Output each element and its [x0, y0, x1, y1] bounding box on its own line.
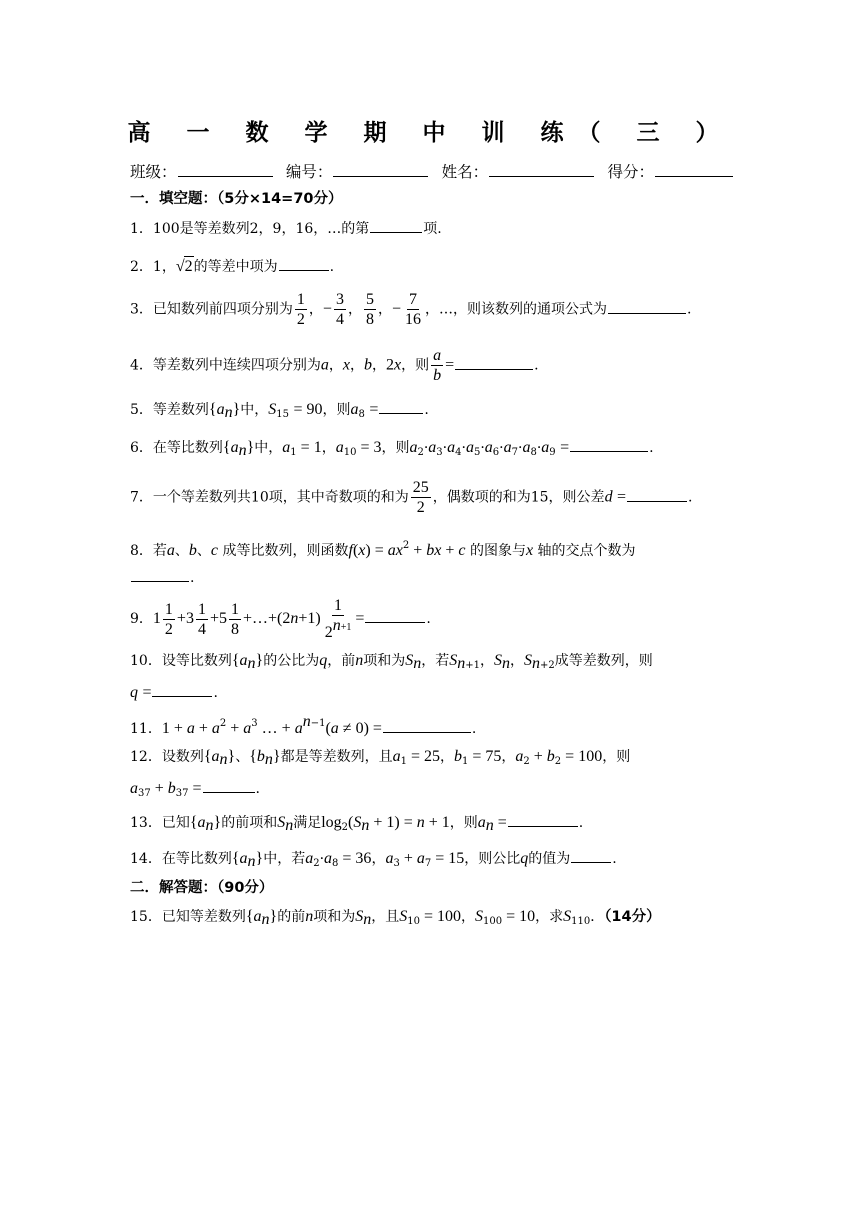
question-14: 14．在等比数列$\{a_n\}$中，若$a_2\cdot a_8 = 36$，$a_3 + a_7 = 15$，则公比q的值为 . — [130, 850, 617, 870]
question-11: 11．$1 + a + a^2 + a^3$ … + $a^{n-1}(a \ne 0)$ = . — [130, 713, 477, 737]
page-title: 高 一 数 学 期 中 训 练（ 三 ） — [127, 120, 733, 146]
answer-blank[interactable] — [370, 219, 422, 233]
question-4: 4．等差数列中连续四项分别为a，x，b，2x，则 $\frac{a}{b}$ = . — [130, 347, 539, 384]
question-10: 10．设等比数列$\{a_n\}$的公比为q，前n项和为$S_n$，若$S_{n+1}$，$S_n$，$S_{n+2}$成等差数列，则 q = . — [130, 652, 653, 701]
score-field[interactable]: 得分： — [607, 160, 734, 182]
answer-blank[interactable] — [455, 356, 533, 370]
answer-blank[interactable] — [131, 568, 189, 582]
question-6: 6．在等比数列$\{a_n\}$中，$a_1 = 1$，$a_{10} = 3$，则$a_2\cdot a_3\cdot a_4\cdot a_5\cdot a_6\cdot a_7\cdot a_8\cdot a_9$ = . — [130, 439, 654, 459]
answer-blank[interactable] — [203, 779, 255, 793]
question-2: 2．1，√2的等差中项为 . — [130, 258, 335, 275]
question-15: 15．已知等差数列$\{a_n\}$的前n项和为$S_n$，且$S_{10} = 100$，$S_{100} = 10$，求$S_{110}$．（14分） — [130, 908, 661, 928]
answer-blank[interactable] — [570, 438, 648, 452]
answer-blank[interactable] — [608, 300, 686, 314]
answer-blank[interactable] — [627, 488, 687, 502]
question-8: 8．若a、b、c 成等比数列，则函数$f(x) = ax^2$ + bx + c 的图象与x 轴的交点个数为 . — [130, 540, 636, 586]
question-12: 12．设数列$\{a_n\}$、$\{b_n\}$都是等差数列，且$a_1 = 25$，$b_1 = 75$，$a_2 + b_2 = 100$，则 $a_{37} + b_{37}$ = . — [130, 748, 631, 799]
section-fill-in-heading: 一．填空题：（5分×14=70分） — [130, 191, 343, 207]
answer-blank[interactable] — [571, 849, 611, 863]
answer-blank[interactable] — [379, 400, 423, 414]
answer-blank[interactable] — [152, 683, 212, 697]
number-field[interactable]: 编号： — [286, 160, 430, 182]
name-field[interactable]: 姓名： — [442, 160, 596, 182]
answer-blank[interactable] — [279, 257, 329, 271]
answer-blank[interactable] — [508, 813, 578, 827]
question-7: 7．一个等差数列共10项，其中奇数项的和为 $\frac{25}{2}$ ，偶数项的和为15，则公差d = . — [130, 479, 693, 516]
question-5: 5．等差数列$\{a_n\}$中，$S_{15} = 90$，则$a_8$ = . — [130, 401, 429, 421]
question-3: 3．已知数列前四项分别为 $\frac{1}{2}$ ，− $\frac{3}{4}$ ， $\frac{5}{8}$ ，− $\frac{7}{16}$ ，…，则该数列的通项公式为 . — [130, 291, 692, 328]
answer-blank[interactable] — [383, 719, 471, 733]
question-9: 9．1 $\frac{1}{2}$ +3 $\frac{1}{4}$ +5 $\frac{1}{8}$ +…+(2n+1) $\frac{1}{2^{n+1}}$ = . — [130, 597, 431, 641]
class-field[interactable]: 班级： — [130, 160, 274, 182]
student-info-row — [130, 160, 734, 182]
section-answer-heading: 二．解答题：（90分） — [130, 880, 274, 896]
answer-blank[interactable] — [365, 609, 425, 623]
question-1: 1．100是等差数列2，9，16，…的第 项. — [130, 221, 442, 237]
question-13: 13．已知$\{a_n\}$的前项和$S_n$满足$\log_2(S_n + 1) = n + 1$，则$a_n$ = . — [130, 814, 584, 834]
